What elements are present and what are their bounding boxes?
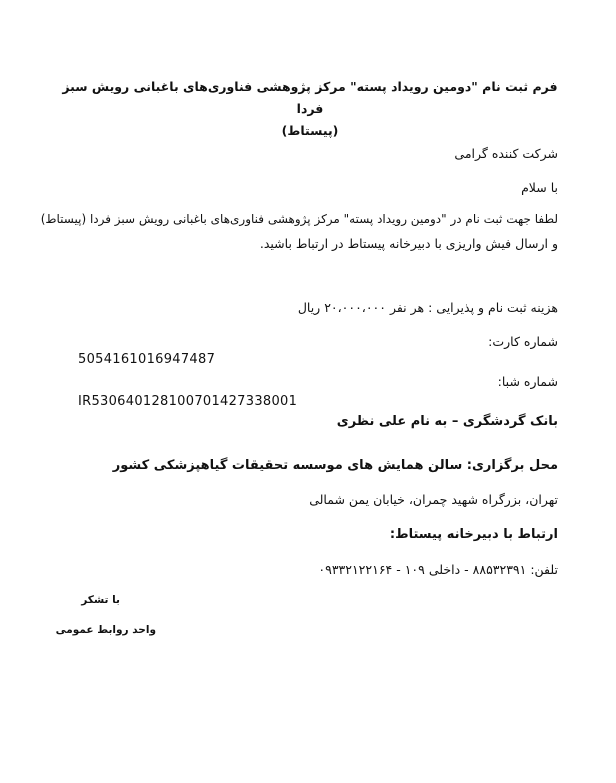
card-number: 5054161016947487 <box>78 352 216 367</box>
sheba-number: IR530640128100701427338001 <box>78 394 298 409</box>
title-line-2: (پیستاط) <box>281 123 339 138</box>
body-line-2: و ارسال فیش واریزی با دبیرخانه پیستاط در ارتباط باشید. <box>259 236 558 251</box>
body-line-1: لطفا جهت ثبت نام در "دومین رویداد پسته" مرکز پژوهشی فناوری‌های باغبانی رویش سبز فردا (پیستاط) <box>40 212 558 226</box>
phone-info: تلفن: ۸۸۵۳۲۳۹۱ - داخلی ۱۰۹ - ۰۹۳۳۲۱۲۲۱۶۴ <box>318 562 558 577</box>
registration-fee: هزینه ثبت نام و پذیرایی : هر نفر ۲۰،۰۰۰،۰۰۰ ریال <box>297 300 558 315</box>
sheba-label: شماره شبا: <box>497 374 558 389</box>
salutation: شرکت کننده گرامی <box>454 146 558 161</box>
thanks: با تشکر <box>81 594 120 606</box>
venue: محل برگزاری: سالن همایش های موسسه تحقیقات گیاهپزشکی کشور <box>112 458 558 473</box>
signature: واحد روابط عمومی <box>55 624 156 636</box>
document-title <box>60 76 560 142</box>
contact-title: ارتباط با دبیرخانه پیستاط: <box>389 527 558 542</box>
title-line-1: فرم ثبت نام "دومین رویداد پسته" مرکز پژوهشی فناوری‌های باغبانی رویش سبز فردا <box>62 79 558 116</box>
venue-address: تهران، بزرگراه شهید چمران، خیابان یمن شمالی <box>309 492 558 507</box>
greeting: با سلام <box>521 180 558 195</box>
bank-info: بانک گردشگری – به نام علی نظری <box>336 414 558 429</box>
card-number-label: شماره کارت: <box>488 334 558 349</box>
